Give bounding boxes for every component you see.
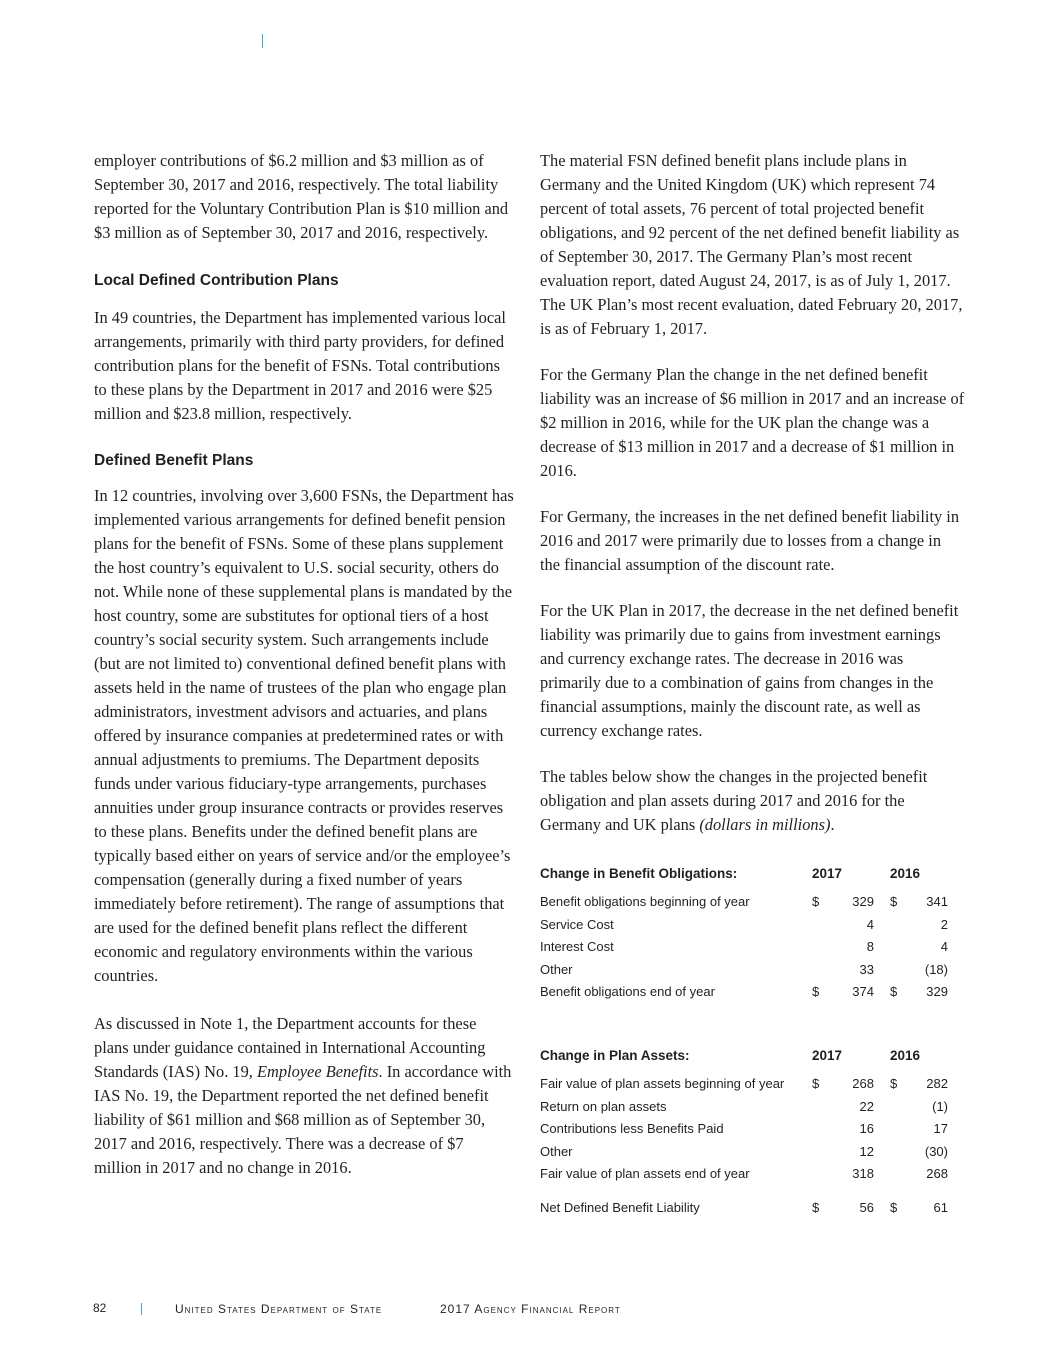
right-column (540, 149, 965, 837)
table-row-total: Fair value of plan assets end of year 318 268 (540, 1166, 948, 1181)
table-row: Service Cost 4 2 (540, 916, 948, 932)
year-2016-header: 2016 (890, 865, 921, 881)
table-header-row (540, 861, 948, 885)
table-title: Change in Plan Assets: (540, 1047, 690, 1063)
table-row: Other 33 (18) (540, 961, 948, 977)
benefit-obligations-table (540, 861, 948, 1004)
heading-defined-benefit-plans: Defined Benefit Plans (94, 452, 254, 469)
footer-department: United States Department of State (175, 1302, 383, 1316)
units-note: (dollars in millions) (699, 815, 831, 834)
ias-title-emphasis: Employee Benefits (256, 1062, 379, 1081)
paragraph-voluntary-contribution: employer contributions of $6.2 million and $3 million as of September 30, 2017 and 2016, respectively. The total liability reported for the Voluntary Contribution Plan is $10 million and $3 million as of September 30, 2017 and 2016, respectively. (94, 151, 509, 242)
net-liability-row: Net Defined Benefit Liability $ 56 $ 61 (540, 1199, 948, 1215)
paragraph-ias-19: As discussed in Note 1, the Department accounts for these plans under guidance contained in International Accounting Standards (IAS) No. 19, Employee Benefits. In accordance with IAS No. 19, the Department reported the net defined benefit liability of $61 million and $68 million as of September 30, 2017 and 2016, respectively. There was a decrease of $7 million in 2017 and no change in 2016. (94, 1014, 512, 1177)
table-title: Change in Benefit Obligations: (540, 865, 738, 881)
paragraph-tables-intro: The tables below show the changes in the projected benefit obligation and plan assets during 2017 and 2016 for the Germany and UK plans (dollars in millions). (540, 767, 928, 834)
paragraph-local-defined-contribution: In 49 countries, the Department has implemented various local arrangements, primarily with third party providers, for defined contribution plans for the benefit of FSNs. Total contributions to these plans by the Department in 2017 and 2016 were $25 million and $23.8 million, respectively. (94, 308, 506, 423)
footer-report-title: 2017 Agency Financial Report (440, 1302, 621, 1316)
paragraph-germany-increases: For Germany, the increases in the net defined benefit liability in 2016 and 2017 were primarily due to losses from a change in the financial assumption of the discount rate. (540, 507, 960, 574)
left-column (94, 149, 514, 1180)
plan-assets-table (540, 1043, 948, 1219)
page-number: 82 (93, 1301, 107, 1315)
footer-divider (141, 1303, 142, 1315)
table-row: Return on plan assets 22 (1) (540, 1098, 948, 1114)
paragraph-uk-decrease: For the UK Plan in 2017, the decrease in the net defined benefit liability was primarily due to gains from investment earnings and currency exchange rates. The decrease in 2016 was primarily due to a combination of gains from changes in the financial assumptions, mainly the discount rate, as well as currency exchange rates. (540, 601, 959, 740)
table-row-total: Benefit obligations end of year $ 374 $ 329 (540, 984, 948, 999)
table-row: Fair value of plan assets beginning of year $ 268 $ 282 (540, 1076, 948, 1091)
table-header-row (540, 1043, 948, 1067)
heading-local-defined-contribution: Local Defined Contribution Plans (94, 272, 339, 289)
table-row: Benefit obligations beginning of year $ 329 $ 341 (540, 894, 948, 909)
table-row: Interest Cost 8 4 (540, 939, 948, 954)
table-row: Contributions less Benefits Paid 16 17 (540, 1121, 948, 1136)
header-accent-bar (262, 34, 263, 48)
paragraph-material-plans: The material FSN defined benefit plans include plans in Germany and the United Kingdom (UK) which represent 74 percent of total assets, 76 percent of total projected benefit obligations, and 92 percent of the net defined benefit liability as of September 30, 2017. The Germany Plan’s most recent evaluation report, dated August 24, 2017, is as of July 1, 2017. The UK Plan’s most recent evaluation, dated February 20, 2017, is as of February 1, 2017. (540, 151, 963, 338)
year-2016-header: 2016 (890, 1047, 921, 1063)
paragraph-germany-uk-change: For the Germany Plan the change in the net defined benefit liability was an increase of $6 million in 2017 and an increase of $2 million in 2016, while for the UK plan the change was a decrease of $13 million in 2017 and a decrease of $1 million in 2016. (540, 365, 965, 480)
year-2017-header: 2017 (812, 865, 843, 881)
paragraph-defined-benefit-plans: In 12 countries, involving over 3,600 FSNs, the Department has implemented various arrangements for defined benefit pension plans for the benefit of FSNs. Some of these plans supplement the host country’s equivalent to U.S. social security, others do not. While none of these supplemental plans is mandated by the host country, some are substitutes for optional tiers of a host country’s social security system. Such arrangements include (but are not limited to) conventional defined benefit plans with assets held in the name of trustees of the plan who engage plan administrators, investment advisors and actuaries, and plans offered by insurance companies at predetermined rates or with annual adjustments to premiums. The Department deposits funds under various fiduciary-type arrangements, purchases annuities under group insurance contracts or provides reserves to these plans. Benefits under the defined benefit plans are typically based either on years of service and/or the employee’s compensation (generally during a fixed number of years immediately before retirement). The range of assumptions that are used for the defined benefit plans reflect the different economic and regulatory environments within the various countries. (94, 486, 514, 985)
page-footer (0, 1301, 1043, 1317)
table-row: Other 12 (30) (540, 1143, 948, 1159)
year-2017-header: 2017 (812, 1047, 843, 1063)
